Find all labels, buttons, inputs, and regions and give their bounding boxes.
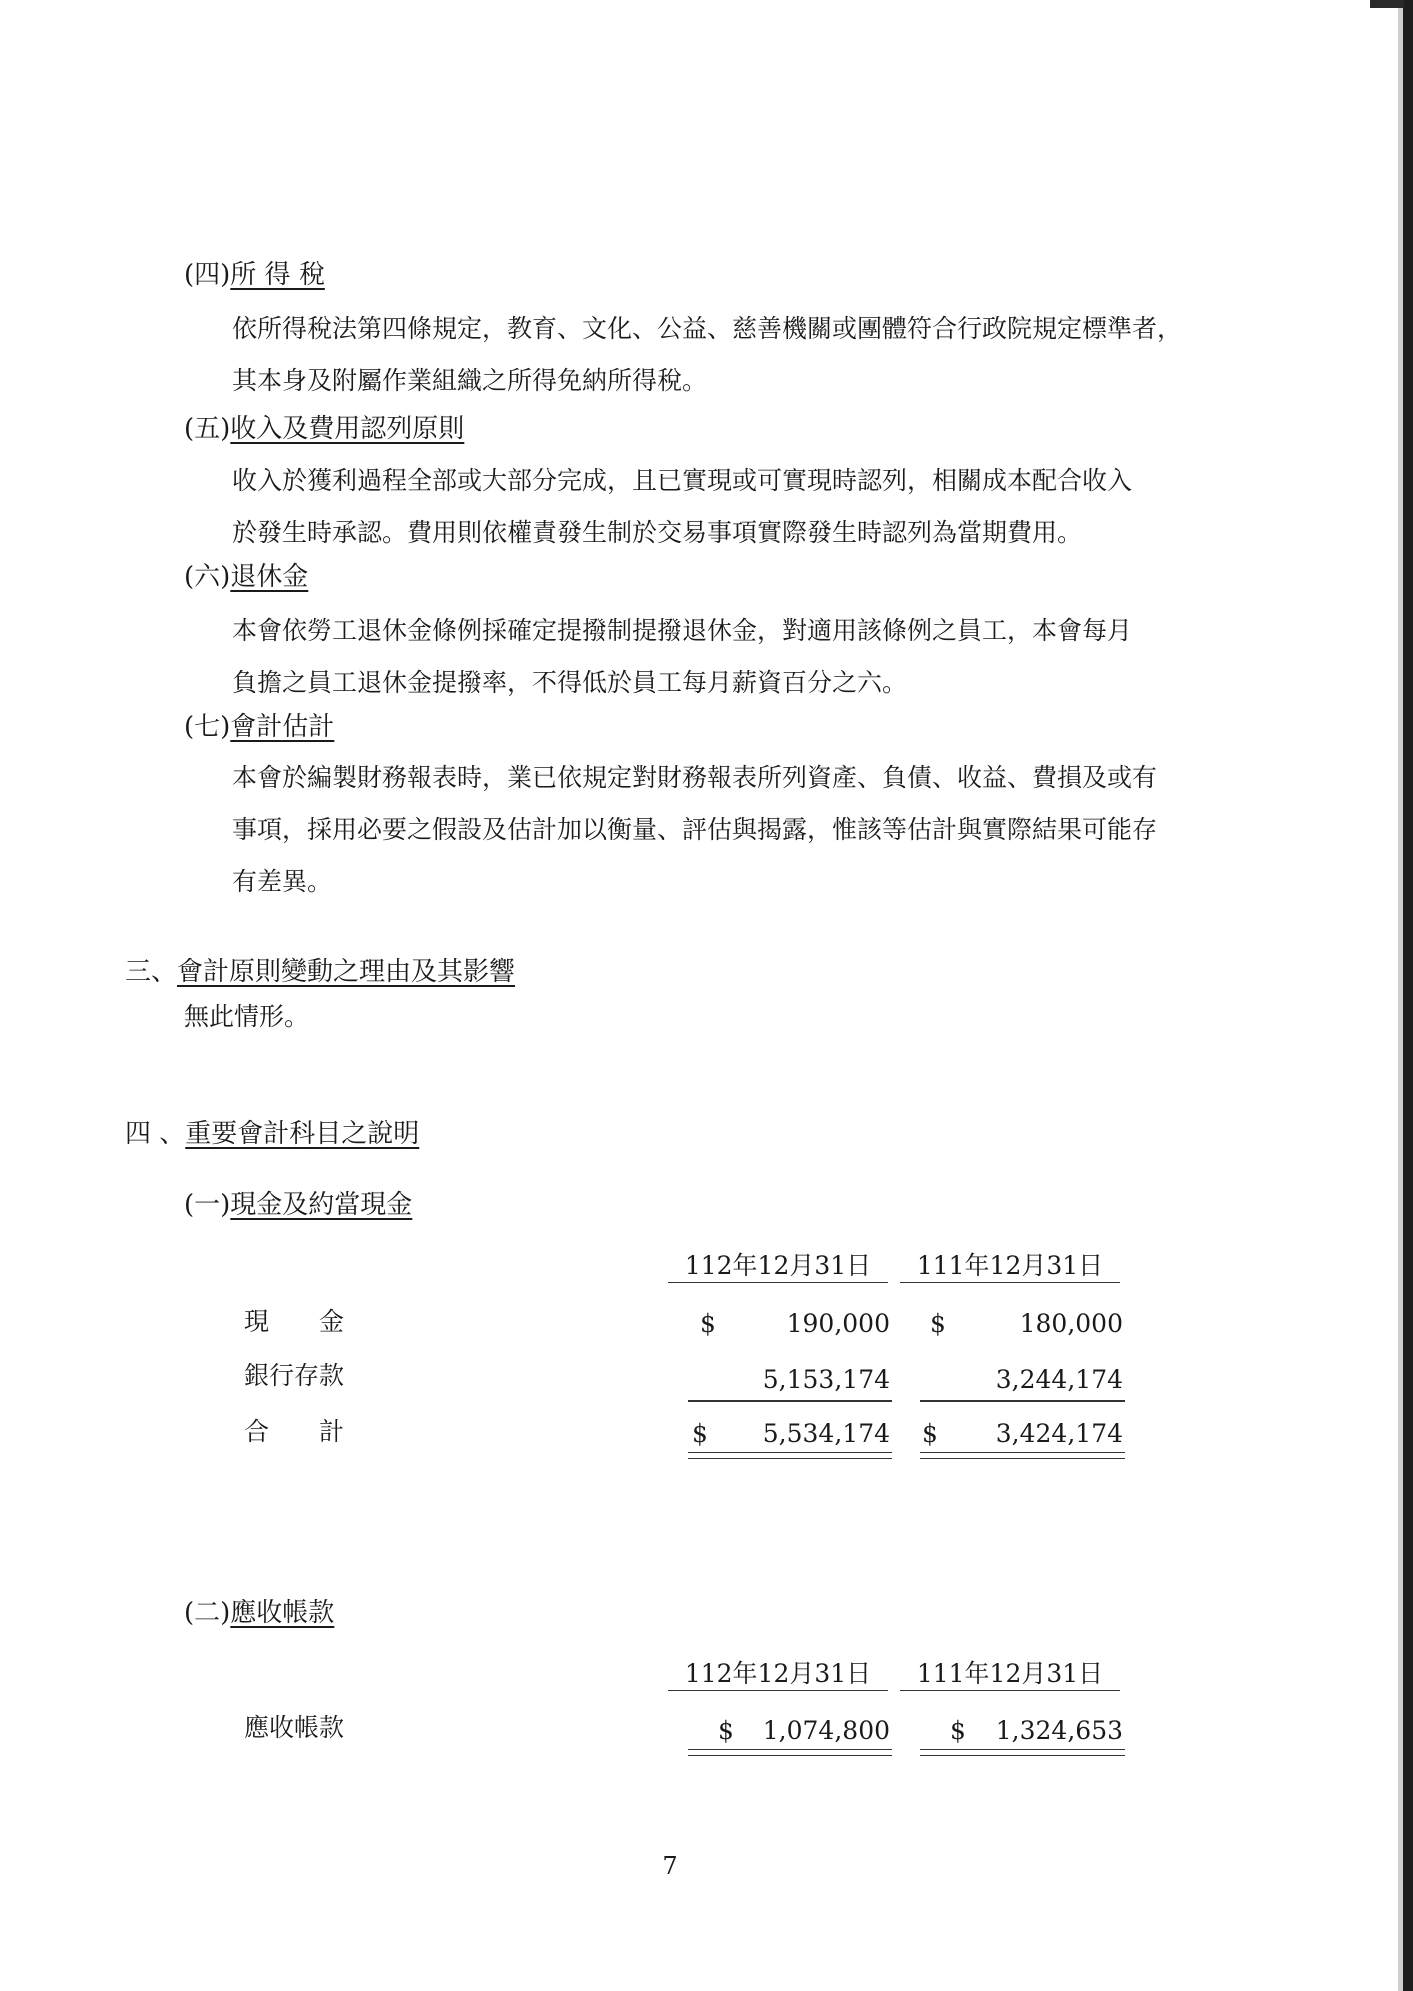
accounting-change-title: 會計原則變動之理由及其影響: [177, 957, 516, 987]
revenue-title: 收入及費用認列原則: [230, 414, 465, 444]
revenue-label: (五): [184, 414, 231, 444]
income-tax-title: 所 得 稅: [230, 260, 325, 290]
subtotal-rule: [688, 1400, 892, 1402]
currency-symbol: $: [950, 1716, 966, 1745]
text-line: 負擔之員工退休金提撥率，不得低於員工每月薪資百分之六。: [232, 668, 908, 697]
estimates-title: 會計估計: [230, 712, 335, 742]
currency-symbol: $: [700, 1309, 716, 1338]
total-double-rule: [688, 1452, 892, 1459]
text-line: 有差異。: [232, 867, 333, 896]
accounting-change-body: 無此情形。: [184, 1002, 310, 1031]
currency-symbol: $: [718, 1716, 734, 1745]
cash-col-111: 111年12月31日: [900, 1250, 1120, 1283]
pension-label: (六): [184, 562, 231, 592]
scan-edge: [1403, 0, 1413, 1991]
estimates-text: [232, 752, 1242, 908]
text-line: 本會依勞工退休金條例採確定提撥制提撥退休金，對適用該條例之員工，本會每月: [232, 616, 1133, 645]
key-items-title: 重要會計科目之說明: [185, 1119, 420, 1149]
cash-col-112: 112年12月31日: [668, 1250, 888, 1283]
income-tax-label: (四): [184, 260, 231, 290]
text-line: 於發生時承認。費用則依權責發生制於交易事項實際發生時認列為當期費用。: [232, 518, 1083, 547]
text-line: 收入於獲利過程全部或大部分完成，且已實現或可實現時認列，相關成本配合收入: [232, 466, 1133, 495]
text-line: 依所得稅法第四條規定，教育、文化、公益、慈善機關或團體符合行政院規定標準者，: [232, 314, 1183, 343]
revenue-heading: [184, 412, 464, 446]
key-items-label: 四 、: [125, 1119, 186, 1149]
total-double-rule: [920, 1749, 1125, 1756]
revenue-text: [232, 455, 1242, 559]
scan-edge-top: [1370, 0, 1404, 8]
cash-value-112: 190,000: [786, 1309, 890, 1338]
currency-symbol: $: [922, 1419, 938, 1448]
cash-label: (一): [184, 1190, 231, 1220]
ar-col-112: 112年12月31日: [668, 1658, 888, 1691]
receivables-label: (二): [184, 1598, 231, 1628]
ar-col-111: 111年12月31日: [900, 1658, 1120, 1691]
income-tax-heading: [184, 258, 325, 292]
ar-row-label: 應收帳款: [244, 1713, 345, 1742]
pension-heading: [184, 560, 308, 594]
cash-row-label: 現 金: [244, 1307, 345, 1336]
text-line: 事項，採用必要之假設及估計加以衡量、評估與揭露，惟該等估計與實際結果可能存: [232, 815, 1158, 844]
total-double-rule: [920, 1452, 1125, 1459]
income-tax-text: [232, 303, 1242, 407]
accounting-change-label: 三、: [125, 957, 178, 987]
cash-total-label: 合 計: [244, 1417, 345, 1446]
bank-deposit-label: 銀行存款: [244, 1361, 345, 1390]
bank-deposit-value-111: 3,244,174: [995, 1365, 1123, 1394]
subtotal-rule: [920, 1400, 1125, 1402]
currency-symbol: $: [930, 1309, 946, 1338]
ar-value-112: 1,074,800: [762, 1716, 890, 1745]
cash-title: 現金及約當現金: [230, 1190, 413, 1220]
receivables-title: 應收帳款: [230, 1598, 335, 1628]
estimates-heading: [184, 710, 334, 744]
bank-deposit-value-112: 5,153,174: [762, 1365, 890, 1394]
text-line: 本會於編製財務報表時，業已依規定對財務報表所列資產、負債、收益、費損及或有: [232, 763, 1158, 792]
cash-heading: [184, 1188, 412, 1222]
text-line: 其本身及附屬作業組織之所得免納所得稅。: [232, 366, 708, 395]
accounting-change-heading: [125, 955, 515, 989]
estimates-label: (七): [184, 712, 231, 742]
cash-total-value-111: 3,424,174: [995, 1419, 1123, 1448]
ar-value-111: 1,324,653: [995, 1716, 1123, 1745]
pension-title: 退休金: [230, 562, 309, 592]
page-number: 7: [662, 1852, 678, 1880]
pension-text: [232, 605, 1242, 709]
currency-symbol: $: [692, 1419, 708, 1448]
receivables-heading: [184, 1596, 334, 1630]
cash-total-value-112: 5,534,174: [762, 1419, 890, 1448]
key-items-heading: [125, 1117, 419, 1151]
cash-value-111: 180,000: [1019, 1309, 1123, 1338]
total-double-rule: [688, 1749, 892, 1756]
